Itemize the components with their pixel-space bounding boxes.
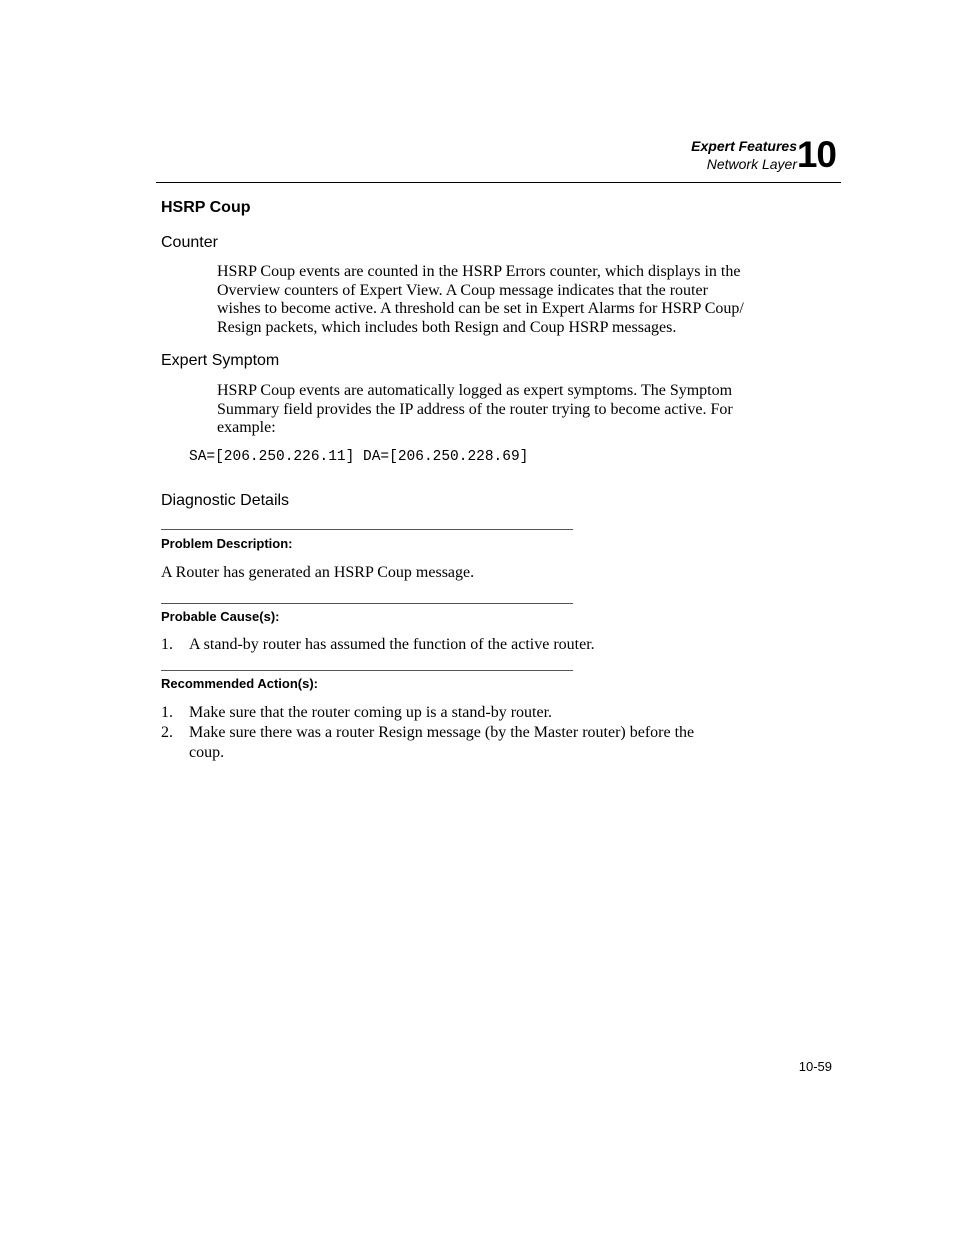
recommended-actions-list [161, 703, 721, 763]
list-item-text: Make sure that the router coming up is a stand-by router. [189, 704, 553, 721]
section-title: Network Layer [706, 156, 797, 172]
symptom-line: example: [217, 419, 276, 437]
divider [161, 670, 573, 671]
list-item [161, 723, 721, 763]
header-rule [156, 182, 841, 183]
list-item-number: 1. [161, 636, 173, 653]
list-item-number: 1. [161, 704, 173, 721]
running-header [691, 137, 797, 173]
counter-line: Overview counters of Expert View. A Coup message indicates that the router [217, 281, 708, 299]
list-item [161, 703, 721, 723]
problem-description-label: Problem Description: [161, 536, 293, 551]
divider [161, 603, 573, 604]
problem-description-text: A Router has generated an HSRP Coup message. [161, 564, 475, 581]
list-item-number: 2. [161, 724, 173, 741]
page-title: HSRP Coup [161, 199, 251, 216]
list-item [161, 635, 721, 655]
page-number: 10-59 [798, 1059, 832, 1074]
counter-heading: Counter [161, 234, 218, 251]
counter-line: Resign packets, which includes both Resign and Coup HSRP messages. [217, 319, 677, 337]
symptom-line: HSRP Coup events are automatically logged as expert symptoms. The Symptom [217, 382, 733, 399]
list-item-text: Make sure there was a router Resign message (by the Master router) before the coup. [189, 724, 695, 761]
counter-line: wishes to become active. A threshold can be set in Expert Alarms for HSRP Coup/ [217, 300, 744, 318]
divider [161, 529, 573, 530]
symptom-line: Summary field provides the IP address of the router trying to become active. For [217, 400, 733, 418]
recommended-actions-label: Recommended Action(s): [161, 676, 318, 691]
expert-symptom-paragraph [217, 382, 797, 438]
probable-causes-list [161, 635, 721, 655]
chapter-number: 10 [796, 134, 836, 175]
list-item-text: A stand-by router has assumed the function of the active router. [189, 636, 595, 653]
diagnostic-details-heading: Diagnostic Details [161, 492, 290, 509]
counter-line: HSRP Coup events are counted in the HSRP Errors counter, which displays in the [217, 263, 741, 280]
expert-symptom-heading: Expert Symptom [161, 352, 280, 369]
chapter-title: Expert Features [691, 138, 797, 154]
probable-causes-label: Probable Cause(s): [161, 609, 280, 624]
code-example: SA=[206.250.226.11] DA=[206.250.228.69] [189, 449, 529, 465]
counter-paragraph [217, 263, 797, 338]
